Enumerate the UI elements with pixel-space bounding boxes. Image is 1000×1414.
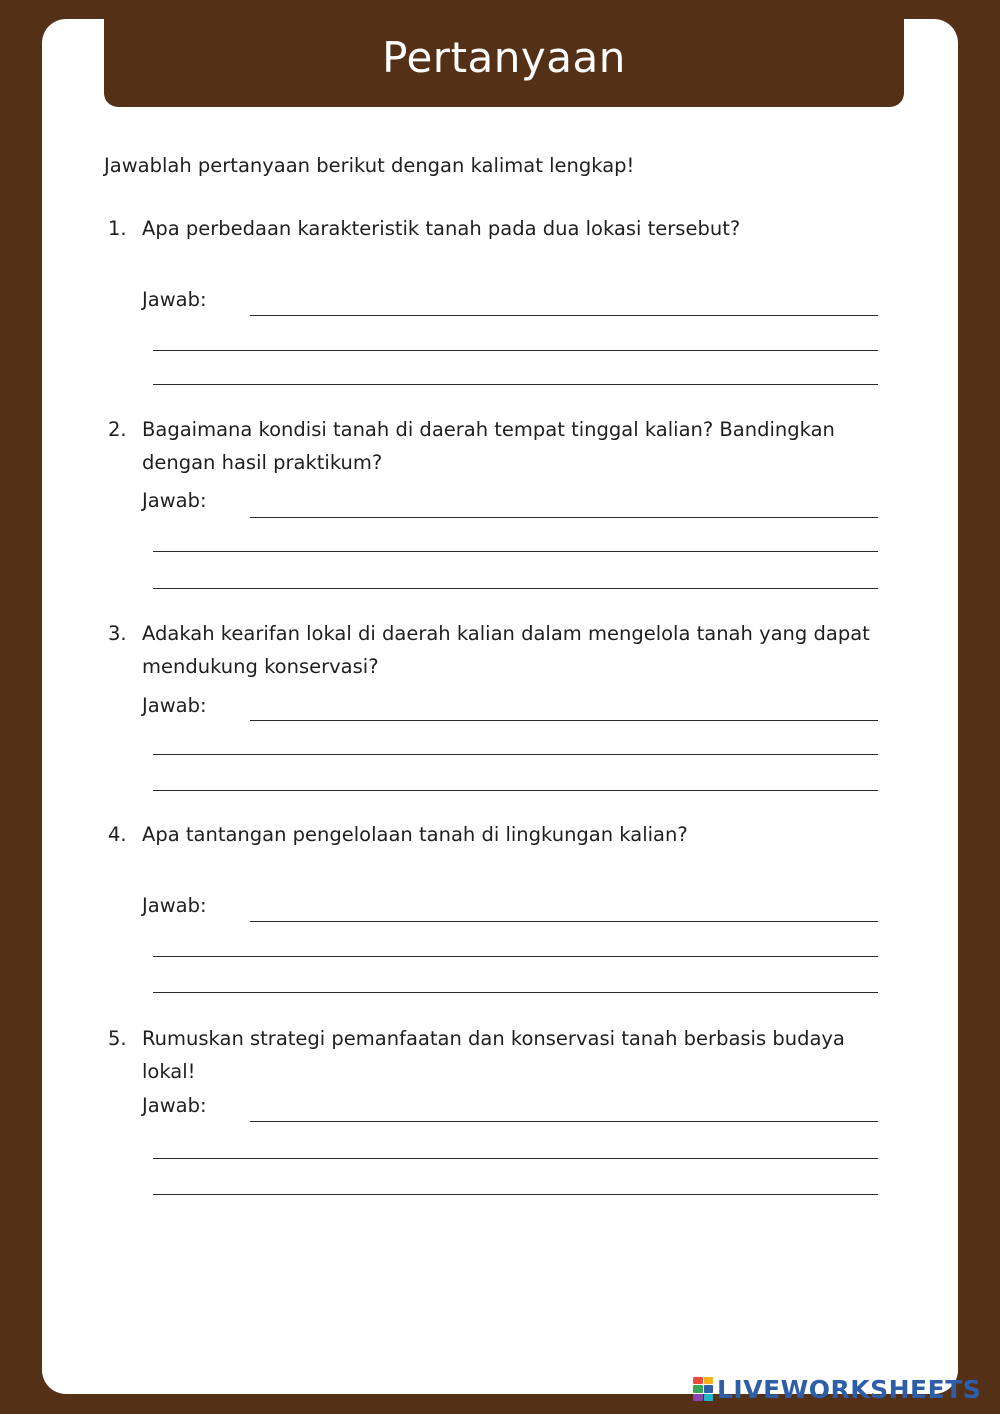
question-number: 3.	[108, 622, 127, 645]
answer-line[interactable]	[250, 921, 878, 922]
answer-label: Jawab:	[142, 288, 207, 311]
answer-line[interactable]	[250, 315, 878, 316]
answer-line[interactable]	[250, 720, 878, 721]
question-text: Adakah kearifan lokal di daerah kalian dalam mengelola tanah yang dapat mendukung konservasi?	[142, 622, 870, 678]
answer-line[interactable]	[153, 754, 878, 755]
question-text: Rumuskan strategi pemanfaatan dan konservasi tanah berbasis budaya lokal!	[142, 1027, 845, 1083]
question-number: 1.	[108, 217, 127, 240]
question-text: Apa tantangan pengelolaan tanah di lingkungan kalian?	[142, 823, 688, 846]
page-title: Pertanyaan	[382, 33, 626, 82]
answer-line[interactable]	[153, 1194, 878, 1195]
question-number: 2.	[108, 418, 127, 441]
question-number: 5.	[108, 1027, 127, 1050]
question-text: Apa perbedaan karakteristik tanah pada dua lokasi tersebut?	[142, 217, 741, 240]
answer-line[interactable]	[153, 551, 878, 552]
answer-line[interactable]	[250, 517, 878, 518]
watermark-text: LIVEWORKSHEETS	[717, 1374, 982, 1404]
answer-line[interactable]	[250, 1121, 878, 1122]
answer-line[interactable]	[153, 790, 878, 791]
question-number: 4.	[108, 823, 127, 846]
answer-line[interactable]	[153, 384, 878, 385]
answer-line[interactable]	[153, 956, 878, 957]
answer-label: Jawab:	[142, 694, 207, 717]
answer-label: Jawab:	[142, 1094, 207, 1117]
answer-line[interactable]	[153, 1158, 878, 1159]
answer-line[interactable]	[153, 992, 878, 993]
question-text: Bagaimana kondisi tanah di daerah tempat tinggal kalian? Bandingkan dengan hasil praktikum?	[142, 418, 835, 474]
answer-line[interactable]	[153, 350, 878, 351]
instruction-text: Jawablah pertanyaan berikut dengan kalimat lengkap!	[104, 154, 635, 177]
answer-label: Jawab:	[142, 489, 207, 512]
liveworksheets-logo-icon	[693, 1377, 713, 1401]
liveworksheets-watermark	[693, 1376, 981, 1402]
answer-label: Jawab:	[142, 894, 207, 917]
answer-line[interactable]	[153, 588, 878, 589]
